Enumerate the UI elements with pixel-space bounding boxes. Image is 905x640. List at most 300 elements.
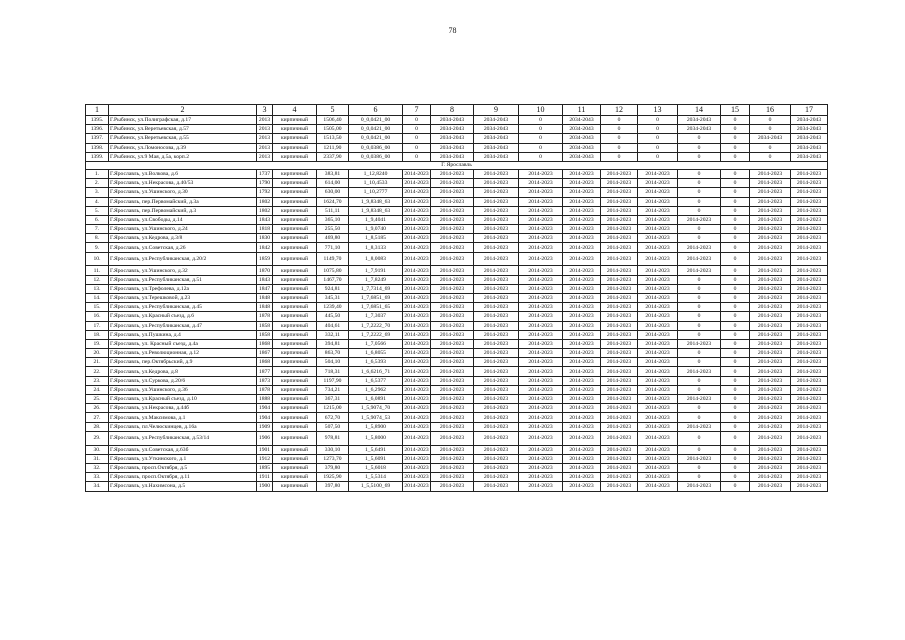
table-cell: 2014-2023 — [638, 431, 678, 445]
table-cell: 2014-2023 — [519, 349, 563, 358]
table-cell: 2034-2043 — [431, 152, 474, 161]
table-cell: 1792 — [257, 188, 273, 197]
table-cell: 2014-2023 — [431, 215, 474, 224]
table-cell: 26. — [86, 404, 109, 413]
table-cell: 9. — [86, 243, 109, 252]
table-cell: 1075,80 — [317, 266, 349, 275]
table-cell: 2014-2023 — [431, 395, 474, 404]
table-cell: 0 — [721, 243, 750, 252]
table-cell: кирпичный — [273, 463, 317, 472]
table-cell: 2014-2023 — [519, 473, 563, 482]
table-cell: 0 — [721, 303, 750, 312]
table-cell: 2014-2023 — [519, 367, 563, 376]
table-cell: 2014-2023 — [474, 413, 519, 422]
table-cell: 978,81 — [317, 431, 349, 445]
column-header: 16 — [750, 105, 791, 116]
table-cell: 2014-2023 — [519, 225, 563, 234]
table-cell: кирпичный — [273, 312, 317, 321]
table-cell: кирпичный — [273, 473, 317, 482]
table-cell: 2014-2023 — [403, 431, 431, 445]
table-row — [86, 152, 828, 161]
address-cell: Г.Ярославль, ул. Красный съезд, д.4а — [109, 339, 257, 348]
table-cell: 2014-2023 — [791, 321, 828, 330]
table-cell: 1848 — [257, 303, 273, 312]
address-cell: Г.Ярославль, просп.Октября, д.11 — [109, 473, 257, 482]
table-cell: 2014-2023 — [750, 385, 791, 394]
table-cell: 2014-2023 — [431, 422, 474, 431]
table-cell: 0 — [721, 358, 750, 367]
table-cell: 2014-2023 — [519, 215, 563, 224]
table-cell: 2014-2023 — [404, 267, 429, 274]
table-cell: 1878 — [257, 385, 273, 394]
table-cell: 2034-2043 — [563, 143, 601, 152]
table-cell: 2337,90 — [317, 152, 349, 161]
table-cell: 0 — [678, 143, 721, 152]
table-cell: 20. — [86, 349, 109, 358]
table-cell: 2014-2023 — [601, 169, 638, 178]
table-cell: кирпичный — [273, 225, 317, 234]
table-cell: 1867 — [257, 349, 273, 358]
table-cell: 2014-2023 — [404, 377, 429, 384]
table-cell: 1_7,6851_69 — [349, 293, 403, 302]
table-cell: 0 — [678, 197, 721, 206]
table-cell: 0 — [721, 215, 750, 224]
column-header: 17 — [791, 105, 828, 116]
table-cell: 2014-2023 — [791, 473, 828, 482]
table-cell: 0 — [678, 349, 721, 358]
table-cell: кирпичный — [273, 482, 317, 491]
table-cell: 2014-2023 — [404, 423, 429, 430]
table-cell: 2014-2023 — [791, 266, 828, 275]
table-cell: 2014-2023 — [563, 293, 601, 302]
table-row — [86, 463, 828, 472]
table-cell: 2014-2023 — [404, 226, 429, 233]
table-cell: 2014-2023 — [601, 431, 638, 445]
table-cell: 0 — [721, 116, 750, 125]
table-cell: 2014-2023 — [791, 169, 828, 178]
table-cell: 1900 — [257, 482, 273, 491]
table-row — [86, 312, 828, 321]
address-cell: Г.Ярославль, ул.Советская, д.26 — [109, 243, 257, 252]
address-cell: Г.Ярославль, ул.Красный съезд, д.6 — [109, 312, 257, 321]
table-cell: 1_8,3133 — [349, 243, 403, 252]
table-cell: 2014-2023 — [750, 376, 791, 385]
table-cell: 2014-2023 — [431, 266, 474, 275]
table-cell: 2014-2023 — [474, 179, 519, 188]
table-cell: 2014-2023 — [431, 234, 474, 243]
table-cell: 1_5,6018 — [349, 463, 403, 472]
table-cell: 0 — [678, 234, 721, 243]
table-row — [86, 275, 828, 284]
table-cell: 2014-2023 — [791, 395, 828, 404]
table-cell: 2014-2023 — [601, 293, 638, 302]
table-cell: 0 — [721, 473, 750, 482]
table-cell: 1398. — [86, 143, 109, 152]
table-cell: 0 — [678, 284, 721, 293]
table-cell: 2014-2023 — [791, 463, 828, 472]
address-cell: Г.Ярославль, ул.Республиканская, д.45 — [109, 303, 257, 312]
table-cell: 2014-2023 — [791, 206, 828, 215]
table-row — [86, 303, 828, 312]
table-cell: 2014-2023 — [563, 243, 601, 252]
table-cell: 2014-2023 — [519, 445, 563, 454]
table-cell: 0 — [721, 330, 750, 339]
table-cell: 2014-2023 — [791, 404, 828, 413]
table-cell: 2014-2023 — [563, 473, 601, 482]
table-cell: 2014-2023 — [601, 358, 638, 367]
table-cell: 2014-2023 — [750, 413, 791, 422]
table-cell: 2034-2043 — [431, 143, 474, 152]
table-cell: 365,10 — [317, 215, 349, 224]
table-cell: 0 — [721, 179, 750, 188]
address-cell: Г.Рыбинск, ул.Полиграфская, д.17 — [109, 116, 257, 125]
table-cell: 367,31 — [317, 395, 349, 404]
table-cell: 1818 — [257, 225, 273, 234]
table-cell: 0 — [721, 339, 750, 348]
table-cell: 2013 — [257, 116, 273, 125]
table-cell: 2014-2023 — [638, 197, 678, 206]
table-cell: 2014-2023 — [474, 395, 519, 404]
table-cell: 1_5,6091 — [349, 454, 403, 463]
table-cell: 2014-2023 — [474, 454, 519, 463]
table-cell: 2014-2023 — [601, 385, 638, 394]
table-cell: 1624,70 — [317, 197, 349, 206]
table-cell: 2014-2023 — [519, 404, 563, 413]
table-cell: 2014-2023 — [638, 234, 678, 243]
table-cell: 2014-2023 — [474, 169, 519, 178]
table-cell: 2014-2023 — [474, 275, 519, 284]
table-cell: 2014-2023 — [431, 225, 474, 234]
table-cell: 2014-2023 — [431, 243, 474, 252]
table-cell: 2014-2023 — [519, 330, 563, 339]
table-cell: 1858 — [257, 321, 273, 330]
table-cell: 2014-2023 — [638, 358, 678, 367]
table-cell: 383,81 — [317, 169, 349, 178]
table-row — [86, 358, 828, 367]
table-cell: 2014-2023 — [563, 197, 601, 206]
table-cell: 1_6,5393 — [349, 358, 403, 367]
address-cell: Г.Ярославль, пл.Челюскинцев, д.16а — [109, 422, 257, 431]
table-cell: 2014-2023 — [750, 463, 791, 472]
table-cell: 2014-2023 — [601, 422, 638, 431]
table-cell: 2014-2023 — [638, 312, 678, 321]
table-cell: кирпичный — [273, 413, 317, 422]
table-cell: 0 — [678, 312, 721, 321]
table-cell: 1802 — [257, 206, 273, 215]
table-cell: 2034-2043 — [431, 134, 474, 143]
table-cell: 2014-2023 — [791, 252, 828, 266]
table-cell: 2014-2023 — [791, 376, 828, 385]
column-header: 5 — [317, 105, 349, 116]
table-cell: 2014-2023 — [750, 404, 791, 413]
table-cell: 2014-2023 — [601, 188, 638, 197]
table-cell: кирпичный — [273, 188, 317, 197]
table-cell: 0 — [601, 125, 638, 134]
table-cell: 2014-2023 — [791, 188, 828, 197]
table-cell: 1_7,8249 — [349, 275, 403, 284]
table-cell: 2014-2023 — [431, 376, 474, 385]
table-cell: 2014-2023 — [678, 454, 721, 463]
table-cell: 2014-2023 — [404, 386, 429, 393]
table-cell: 2014-2023 — [563, 330, 601, 339]
table-cell: 1904 — [257, 413, 273, 422]
table-row — [86, 188, 828, 197]
table-cell: 2014-2023 — [678, 252, 721, 266]
table-cell: 379,80 — [317, 463, 349, 472]
table-cell: 394,81 — [317, 339, 349, 348]
table-cell: 924,81 — [317, 284, 349, 293]
table-cell: 2014-2023 — [601, 284, 638, 293]
column-header: 1 — [86, 105, 109, 116]
table-cell: 0 — [519, 152, 563, 161]
table-cell: 0 — [721, 445, 750, 454]
table-body — [86, 105, 828, 492]
table-cell: 2014-2023 — [519, 197, 563, 206]
table-cell: 0 — [601, 116, 638, 125]
table-cell: кирпичный — [273, 376, 317, 385]
table-cell: 2014-2023 — [791, 339, 828, 348]
table-row — [86, 321, 828, 330]
table-cell: 0 — [678, 404, 721, 413]
table-cell: 0 — [403, 143, 431, 152]
table-row — [86, 413, 828, 422]
table-cell: 22. — [86, 367, 109, 376]
table-cell: 0 — [601, 143, 638, 152]
table-cell: 1868 — [257, 358, 273, 367]
table-cell: 2014-2023 — [638, 463, 678, 472]
table-cell: 13. — [86, 284, 109, 293]
address-cell: Г.Ярославль, ул.Пушкина, д.4 — [109, 330, 257, 339]
table-cell: 2014-2023 — [474, 243, 519, 252]
table-cell: 2014-2023 — [431, 179, 474, 188]
address-cell: Г.Ярославль, ул.Советская, д.63б — [109, 445, 257, 454]
table-cell: кирпичный — [273, 134, 317, 143]
address-cell: Г.Ярославль, ул.Суркова, д.20/6 — [109, 376, 257, 385]
table-cell: 2034-2043 — [563, 134, 601, 143]
table-cell: 2014-2023 — [750, 243, 791, 252]
table-cell: 2014-2023 — [563, 376, 601, 385]
table-cell: 2014-2023 — [601, 482, 638, 491]
table-cell: 2014-2023 — [638, 404, 678, 413]
table-cell: 2034-2043 — [474, 152, 519, 161]
address-cell: Г.Ярославль, ул.Ушинского, д.24 — [109, 225, 257, 234]
table-cell: 2014-2023 — [750, 225, 791, 234]
table-cell: 0 — [678, 206, 721, 215]
table-row — [86, 395, 828, 404]
table-cell: 1847 — [257, 284, 273, 293]
table-row — [86, 367, 828, 376]
table-cell: 2014-2023 — [601, 312, 638, 321]
table-cell: кирпичный — [273, 143, 317, 152]
table-cell: 863,70 — [317, 349, 349, 358]
address-cell: Г.Ярославль, ул.Трефолева, д.12а — [109, 284, 257, 293]
table-cell: 2. — [86, 179, 109, 188]
table-cell: 0_0,0386_00 — [349, 152, 403, 161]
table-cell: 2014-2023 — [404, 414, 429, 421]
table-cell: 404,61 — [317, 321, 349, 330]
table-cell: 2014-2023 — [474, 463, 519, 472]
address-cell: Г.Ярославль, ул.Красный съезд, д.10 — [109, 395, 257, 404]
table-cell: 2013 — [257, 152, 273, 161]
table-cell: 2014-2023 — [431, 312, 474, 321]
table-cell: 2014-2023 — [519, 179, 563, 188]
table-cell: 2014-2023 — [678, 243, 721, 252]
table-cell: 0 — [721, 143, 750, 152]
table-cell: 2034-2043 — [678, 125, 721, 134]
table-cell: 2014-2023 — [678, 339, 721, 348]
table-cell: 2014-2023 — [563, 225, 601, 234]
table-cell: 1_6,8055 — [349, 349, 403, 358]
table-cell: 1_7,0566 — [349, 339, 403, 348]
table-cell: 2014-2023 — [601, 179, 638, 188]
table-cell: 2014-2023 — [791, 422, 828, 431]
table-cell: 2014-2023 — [474, 312, 519, 321]
table-cell: 504,10 — [317, 358, 349, 367]
address-cell: Г.Ярославль, ул.Максимова, д.1 — [109, 413, 257, 422]
table-cell: 0 — [721, 293, 750, 302]
table-cell: 0 — [721, 125, 750, 134]
table-cell: 2014-2023 — [474, 431, 519, 445]
table-cell: 2014-2023 — [791, 293, 828, 302]
table-cell: 2014-2023 — [791, 445, 828, 454]
table-cell: 2014-2023 — [519, 431, 563, 445]
table-cell: 2014-2023 — [404, 189, 429, 196]
table-cell: 2014-2023 — [750, 349, 791, 358]
table-cell: 2014-2023 — [404, 359, 429, 366]
table-cell: 2014-2023 — [638, 303, 678, 312]
table-cell: 2014-2023 — [519, 376, 563, 385]
table-cell: 2014-2023 — [519, 266, 563, 275]
table-cell: 2014-2023 — [601, 463, 638, 472]
table-cell: 1. — [86, 169, 109, 178]
table-cell: 6. — [86, 215, 109, 224]
table-cell: 2014-2023 — [601, 413, 638, 422]
table-row — [86, 169, 828, 178]
table-cell: 2014-2023 — [563, 454, 601, 463]
table-cell: 2014-2023 — [638, 339, 678, 348]
table-cell: 330,10 — [317, 445, 349, 454]
table-cell: 2014-2023 — [791, 358, 828, 367]
table-cell: 2014-2023 — [474, 197, 519, 206]
table-cell: 2014-2023 — [563, 188, 601, 197]
table-cell: 2014-2023 — [431, 275, 474, 284]
table-cell: кирпичный — [273, 367, 317, 376]
table-cell: 0 — [678, 293, 721, 302]
table-cell: 12. — [86, 275, 109, 284]
table-cell: 1911 — [257, 473, 273, 482]
table-cell: 0_0,0421_00 — [349, 125, 403, 134]
table-cell: 0 — [403, 125, 431, 134]
table-cell: 0 — [678, 473, 721, 482]
table-row — [86, 376, 828, 385]
table-cell: кирпичный — [273, 349, 317, 358]
table-cell: 1_5,6491 — [349, 445, 403, 454]
table-cell: 2014-2023 — [519, 284, 563, 293]
address-cell: Г.Ярославль, ул.Волкова, д.6 — [109, 169, 257, 178]
table-cell: 2014-2023 — [563, 206, 601, 215]
table-cell: кирпичный — [273, 445, 317, 454]
table-cell: 2014-2023 — [431, 367, 474, 376]
table-cell: 2014-2023 — [431, 349, 474, 358]
table-cell: 2014-2023 — [638, 473, 678, 482]
table-cell: 2034-2043 — [563, 152, 601, 161]
table-row — [86, 445, 828, 454]
table-cell: 2014-2023 — [474, 206, 519, 215]
table-cell: 0 — [721, 312, 750, 321]
table-cell: 0 — [721, 349, 750, 358]
table-cell: 2014-2023 — [519, 275, 563, 284]
table-cell: 2014-2023 — [519, 463, 563, 472]
table-cell: 2014-2023 — [519, 169, 563, 178]
table-cell: кирпичный — [273, 422, 317, 431]
table-cell: 2014-2023 — [563, 339, 601, 348]
table-cell: 2014-2023 — [474, 349, 519, 358]
address-cell: Г.Рыбинск, ул.9 Мая, д.5а, корп.2 — [109, 152, 257, 161]
table-cell: 0 — [721, 169, 750, 178]
table-cell: 2014-2023 — [474, 376, 519, 385]
address-cell: Г.Ярославль, пер.Первомайский, д.3а — [109, 197, 257, 206]
table-cell: 2014-2023 — [601, 339, 638, 348]
table-cell: 19. — [86, 339, 109, 348]
table-cell: 2034-2043 — [563, 116, 601, 125]
table-cell: 1273,70 — [317, 454, 349, 463]
table-cell: 2014-2023 — [601, 225, 638, 234]
table-cell: 0 — [403, 152, 431, 161]
table-cell: 5. — [86, 206, 109, 215]
table-cell: 2014-2023 — [474, 482, 519, 491]
table-cell: 2014-2023 — [474, 266, 519, 275]
table-cell: 2014-2023 — [431, 321, 474, 330]
table-cell: 2014-2023 — [791, 431, 828, 445]
table-cell: 445,50 — [317, 312, 349, 321]
table-cell: 4. — [86, 197, 109, 206]
table-cell: 2014-2023 — [431, 284, 474, 293]
table-cell: 2014-2023 — [431, 197, 474, 206]
table-row — [86, 385, 828, 394]
table-cell: кирпичный — [273, 330, 317, 339]
table-cell: 2014-2023 — [638, 169, 678, 178]
table-cell: 2013 — [257, 134, 273, 143]
address-cell: Г.Ярославль, ул.Ушинского, д.30 — [109, 188, 257, 197]
table-cell: 32. — [86, 463, 109, 472]
table-cell: 1215,00 — [317, 404, 349, 413]
table-cell: 2014-2023 — [404, 216, 429, 223]
table-cell: 2014-2023 — [474, 225, 519, 234]
table-cell: 511,11 — [317, 206, 349, 215]
table-cell: кирпичный — [273, 116, 317, 125]
column-header: 2 — [109, 105, 257, 116]
table-cell: кирпичный — [273, 321, 317, 330]
table-cell: 1_6,5377 — [349, 376, 403, 385]
table-cell: 1396. — [86, 125, 109, 134]
table-cell: 2034-2043 — [791, 152, 828, 161]
table-cell: 2014-2023 — [519, 422, 563, 431]
table-cell: 27. — [86, 413, 109, 422]
table-cell: 2014-2023 — [519, 252, 563, 266]
table-cell: 1149,70 — [317, 252, 349, 266]
table-cell: 1877 — [257, 367, 273, 376]
table-cell: 2014-2023 — [404, 368, 429, 375]
address-cell: Г.Ярославль, пер.Первомайский, д.3 — [109, 206, 257, 215]
table-cell: 2014-2023 — [750, 197, 791, 206]
table-cell: 0 — [721, 376, 750, 385]
table-cell: 2014-2023 — [563, 431, 601, 445]
table-row — [86, 143, 828, 152]
table-cell: 0 — [678, 134, 721, 143]
table-cell: 2014-2023 — [638, 321, 678, 330]
table-cell: 2014-2023 — [750, 252, 791, 266]
table-cell: 2014-2023 — [404, 313, 429, 320]
